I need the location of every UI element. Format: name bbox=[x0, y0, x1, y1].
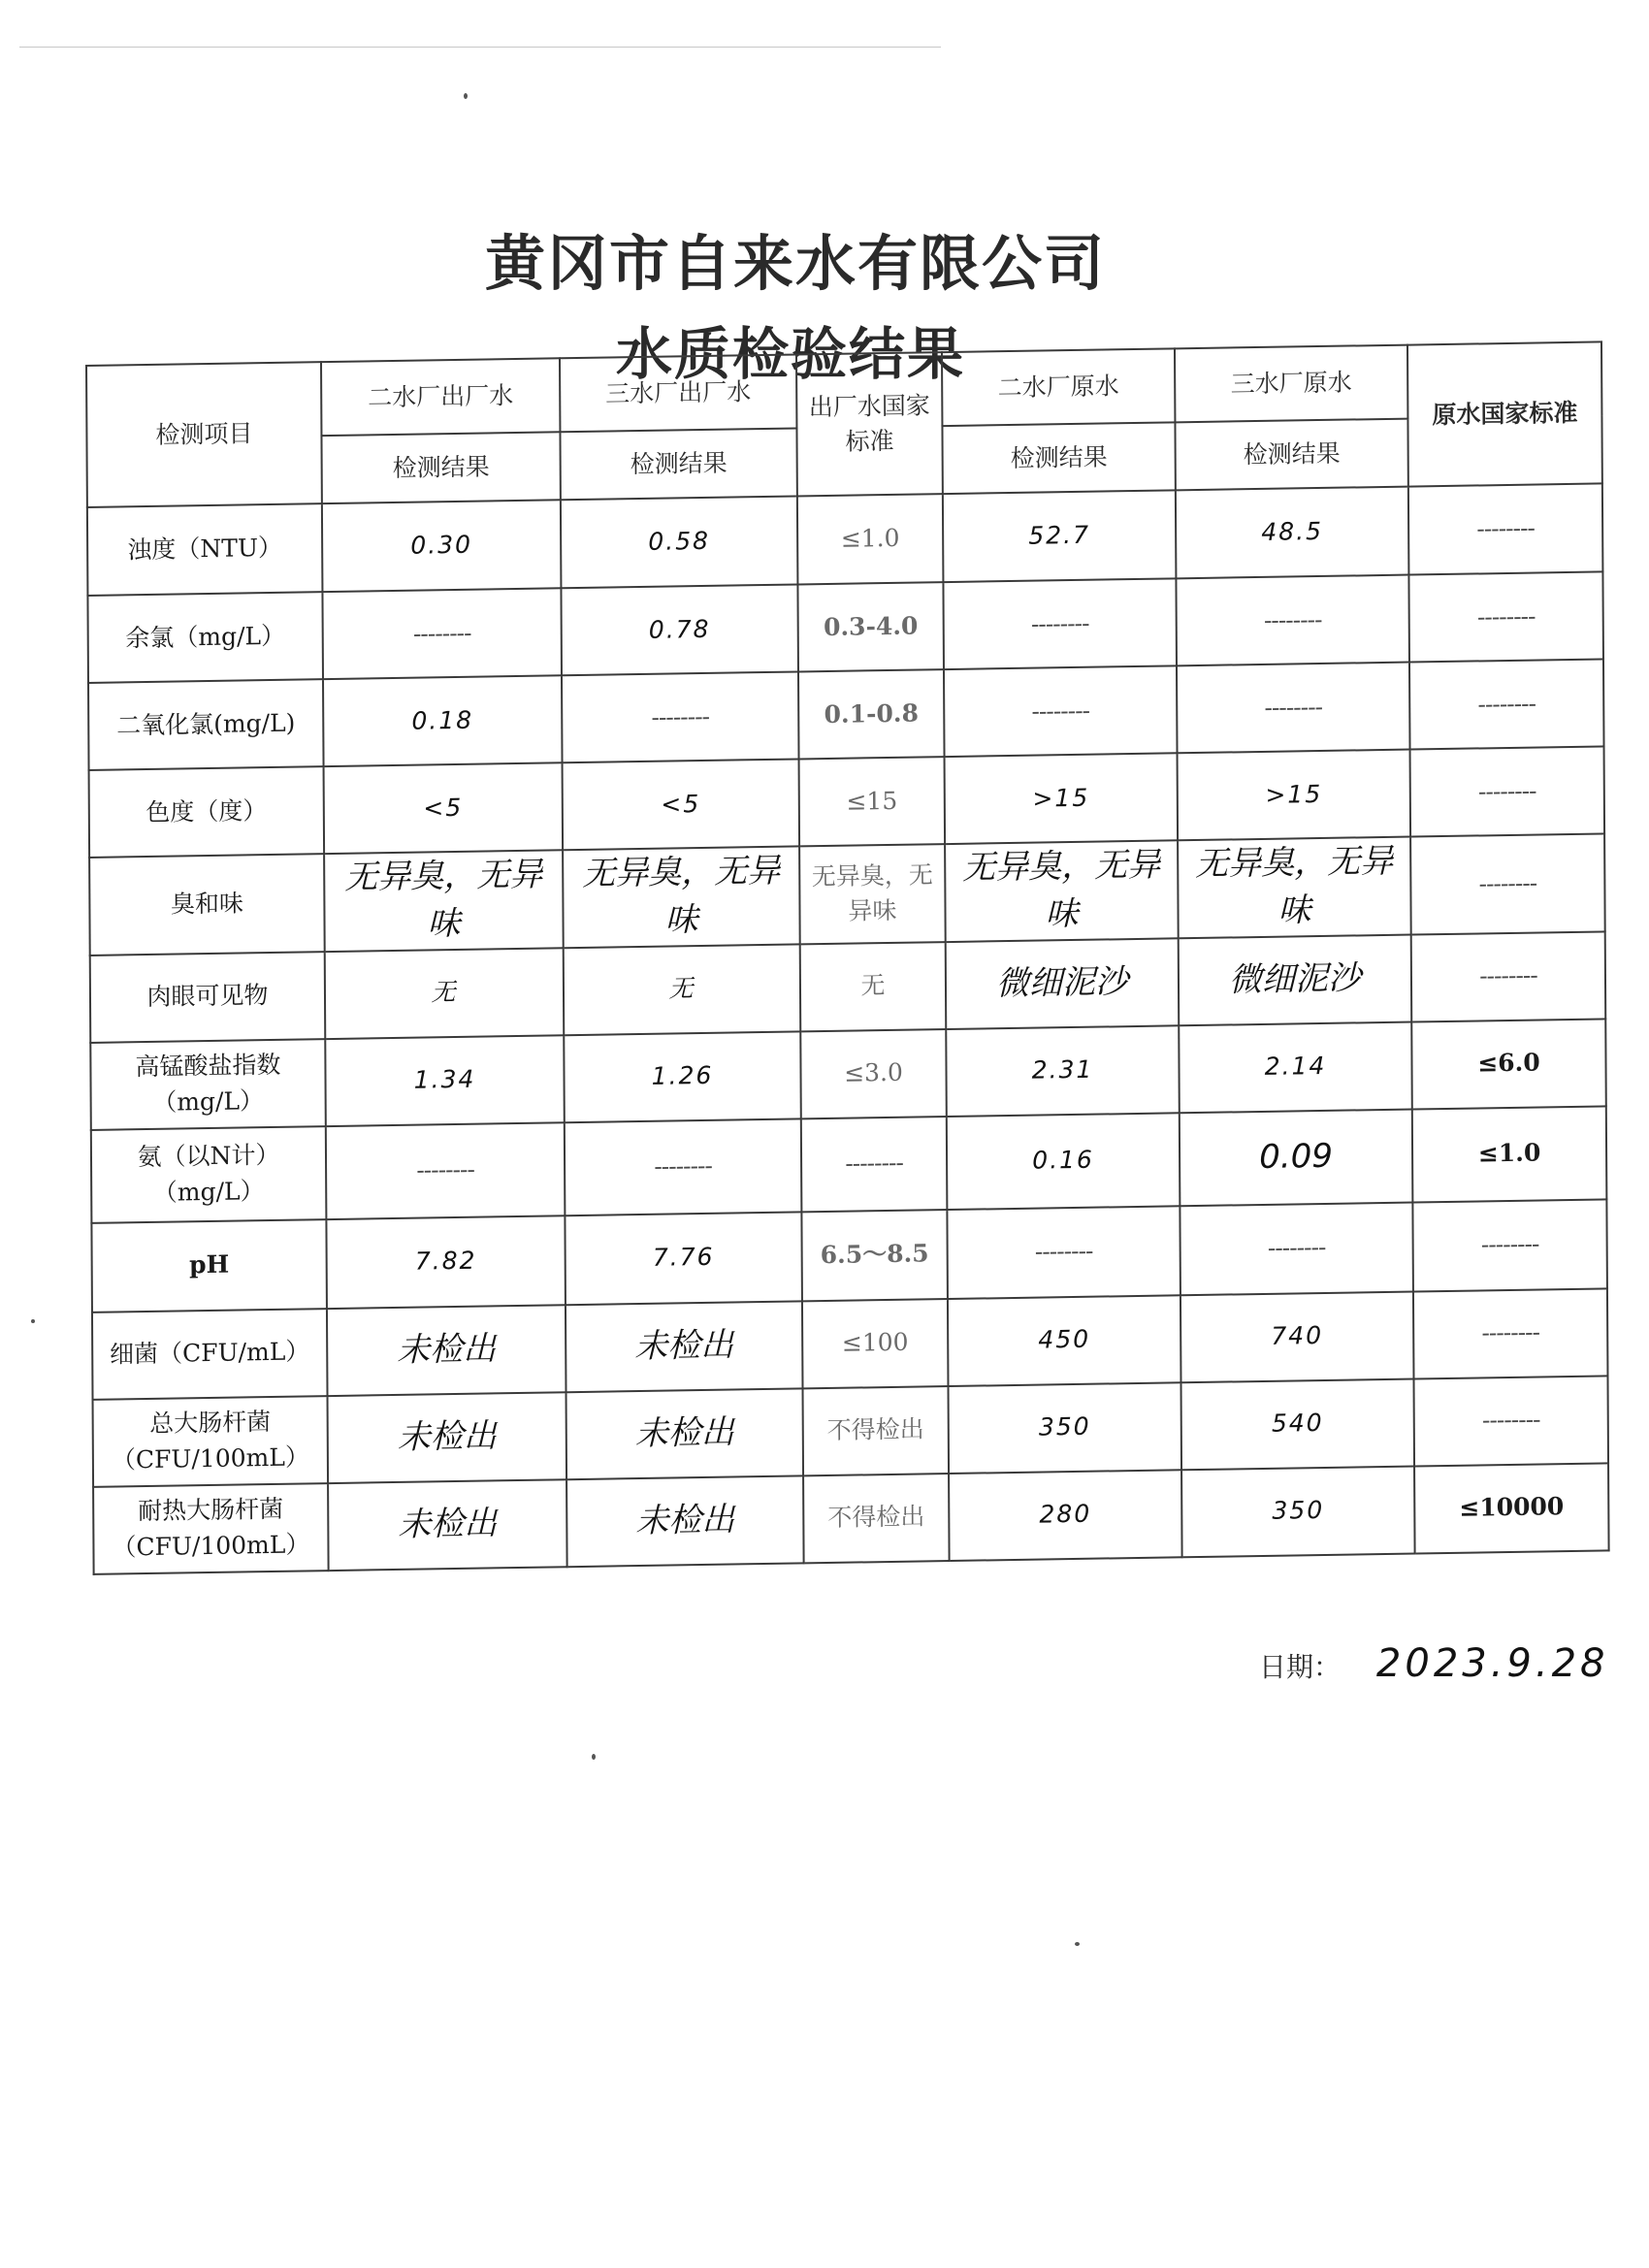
header-plant3-raw: 三水厂原水 bbox=[1175, 345, 1407, 423]
item-name: 耐热大肠杆菌（CFU/100mL） bbox=[93, 1483, 329, 1574]
raw-standard-cell: -------- bbox=[1408, 483, 1603, 574]
raw-standard-cell: -------- bbox=[1408, 571, 1603, 662]
raw-standard-cell: -------- bbox=[1410, 746, 1605, 836]
date-line bbox=[1259, 1641, 1609, 1686]
result-cell: 无异臭，无异味 bbox=[324, 850, 564, 951]
result-cell: 微细泥沙 bbox=[1179, 934, 1412, 1025]
date-label: 日期： bbox=[1259, 1651, 1342, 1683]
result-cell: <5 bbox=[563, 759, 800, 850]
result-cell: 0.18 bbox=[323, 675, 563, 766]
date-value: 2023.9.28 bbox=[1375, 1641, 1609, 1686]
result-cell: -------- bbox=[1180, 1202, 1413, 1295]
result-cell: 未检出 bbox=[566, 1475, 804, 1567]
standard-cell: 6.5～8.5 bbox=[801, 1210, 948, 1301]
header-item: 检测项目 bbox=[86, 362, 322, 507]
result-cell: -------- bbox=[947, 1206, 1180, 1299]
raw-standard-cell: ≤10000 bbox=[1414, 1463, 1609, 1553]
result-cell: -------- bbox=[943, 578, 1177, 669]
raw-standard-cell: -------- bbox=[1413, 1376, 1608, 1466]
result-cell: 2.31 bbox=[946, 1025, 1180, 1117]
result-cell: -------- bbox=[944, 665, 1178, 757]
standard-cell: ≤1.0 bbox=[797, 494, 944, 584]
item-name: 臭和味 bbox=[89, 854, 325, 955]
result-cell: 450 bbox=[948, 1295, 1181, 1386]
item-name: 二氧化氯(mg/L) bbox=[88, 679, 324, 770]
report-title: 水质检验结果 bbox=[615, 321, 965, 387]
result-cell: 7.76 bbox=[565, 1212, 802, 1305]
result-cell: 0.09 bbox=[1180, 1109, 1413, 1206]
standard-cell: 无异臭，无异味 bbox=[799, 844, 946, 944]
result-cell: 350 bbox=[948, 1382, 1181, 1474]
scan-speck bbox=[592, 1754, 596, 1760]
result-cell: <5 bbox=[324, 762, 564, 854]
result-cell: -------- bbox=[326, 1122, 566, 1219]
result-cell: 2.14 bbox=[1179, 1021, 1412, 1113]
results-table bbox=[85, 340, 1610, 1574]
header-result-3: 检测结果 bbox=[942, 422, 1175, 494]
result-cell: 无异臭，无异味 bbox=[563, 846, 800, 947]
result-cell: 52.7 bbox=[943, 490, 1177, 582]
header-result-4: 检测结果 bbox=[1175, 419, 1407, 491]
standard-cell: 0.1-0.8 bbox=[798, 669, 945, 759]
result-cell: 7.82 bbox=[326, 1215, 566, 1309]
result-cell: 未检出 bbox=[566, 1388, 804, 1479]
result-cell: 280 bbox=[949, 1470, 1182, 1561]
result-cell: 0.16 bbox=[947, 1113, 1180, 1210]
result-cell: >15 bbox=[945, 753, 1179, 844]
raw-standard-cell: ≤6.0 bbox=[1411, 1019, 1606, 1109]
results-sheet bbox=[85, 340, 1608, 1636]
result-cell: 540 bbox=[1180, 1378, 1414, 1470]
item-name: pH bbox=[91, 1219, 327, 1312]
raw-standard-cell: -------- bbox=[1410, 833, 1605, 934]
item-name: 浊度（NTU） bbox=[87, 503, 323, 596]
item-name: 氨（以N计）（mg/L） bbox=[91, 1126, 327, 1223]
header-out-standard: 出厂水国家标准 bbox=[796, 352, 943, 496]
result-cell: 微细泥沙 bbox=[946, 938, 1180, 1029]
header-plant3-out: 三水厂出厂水 bbox=[560, 354, 796, 432]
result-cell: 0.78 bbox=[561, 584, 798, 675]
result-cell: 740 bbox=[1180, 1291, 1414, 1382]
result-cell: 48.5 bbox=[1176, 487, 1409, 579]
header-plant2-raw: 二水厂原水 bbox=[942, 348, 1175, 426]
item-name: 肉眼可见物 bbox=[90, 952, 326, 1043]
result-cell: 无异臭，无异味 bbox=[945, 840, 1179, 941]
header-result-1: 检测结果 bbox=[321, 432, 560, 503]
standard-cell: -------- bbox=[801, 1117, 948, 1212]
result-cell: 0.58 bbox=[561, 496, 798, 588]
scan-speck bbox=[1075, 1942, 1080, 1946]
standard-cell: 不得检出 bbox=[803, 1474, 950, 1563]
standard-cell: ≤100 bbox=[802, 1299, 949, 1388]
result-cell: -------- bbox=[1176, 575, 1409, 666]
result-cell: 无 bbox=[325, 948, 565, 1039]
result-cell: 无异臭，无异味 bbox=[1178, 837, 1411, 938]
raw-standard-cell: -------- bbox=[1409, 659, 1604, 749]
result-cell: -------- bbox=[322, 588, 562, 679]
result-cell: 1.26 bbox=[564, 1031, 801, 1122]
result-cell: -------- bbox=[565, 1118, 802, 1215]
result-cell: 350 bbox=[1181, 1466, 1415, 1557]
standard-cell: 无 bbox=[800, 942, 947, 1031]
result-cell: 未检出 bbox=[328, 1392, 567, 1483]
company-name: 黄冈市自来水有限公司 bbox=[484, 228, 1106, 299]
header-result-2: 检测结果 bbox=[560, 428, 796, 500]
item-name: 色度（度） bbox=[89, 766, 325, 858]
standard-cell: 不得检出 bbox=[803, 1386, 950, 1475]
scan-speck bbox=[464, 93, 468, 99]
result-cell: 无 bbox=[564, 944, 801, 1035]
standard-cell: ≤3.0 bbox=[800, 1029, 947, 1118]
result-cell: 0.30 bbox=[322, 500, 562, 592]
item-name: 细菌（CFU/mL） bbox=[92, 1309, 328, 1400]
result-cell: 1.34 bbox=[325, 1035, 565, 1126]
result-cell: 未检出 bbox=[328, 1479, 567, 1571]
item-name: 总大肠杆菌（CFU/100mL） bbox=[93, 1396, 329, 1487]
standard-cell: ≤15 bbox=[799, 757, 946, 846]
header-raw-standard: 原水国家标准 bbox=[1407, 341, 1602, 486]
result-cell: >15 bbox=[1178, 750, 1411, 841]
raw-standard-cell: -------- bbox=[1413, 1288, 1608, 1378]
result-cell: 未检出 bbox=[327, 1305, 566, 1396]
item-name: 余氯（mg/L） bbox=[87, 592, 323, 683]
item-name: 高锰酸盐指数（mg/L） bbox=[90, 1039, 326, 1130]
raw-standard-cell: ≤1.0 bbox=[1412, 1106, 1607, 1202]
result-cell: 未检出 bbox=[566, 1301, 803, 1392]
result-cell: -------- bbox=[562, 671, 799, 762]
standard-cell: 0.3-4.0 bbox=[797, 582, 944, 671]
header-plant2-out: 二水厂出厂水 bbox=[321, 358, 560, 436]
scan-edge-line bbox=[19, 47, 941, 48]
scan-speck bbox=[31, 1319, 35, 1323]
raw-standard-cell: -------- bbox=[1411, 931, 1606, 1021]
result-cell: -------- bbox=[1177, 663, 1410, 754]
raw-standard-cell: -------- bbox=[1412, 1199, 1607, 1291]
